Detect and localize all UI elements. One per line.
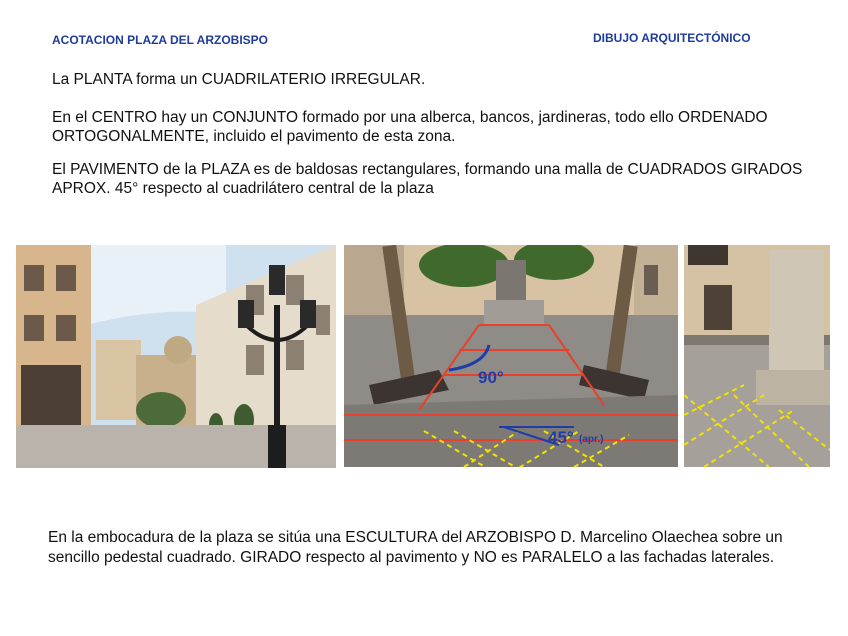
photo-street-view [16,245,336,468]
header-left-title: ACOTACION PLAZA DEL ARZOBISPO [52,33,268,47]
paragraph-pavimento: El PAVIMENTO de la PLAZA es de baldosas rectangulares, formando una malla de CUADRADOS GIRADOS APROX. 45° respecto al cuadrilátero central de la plaza [52,161,803,197]
photo-annotated-plaza-image [344,245,678,467]
angle-45-label: 45° [548,428,574,447]
paragraph-escultura: En la embocadura de la plaza se sitúa una ESCULTURA del ARZOBISPO D. Marcelino Olaechea sobre un sencillo pedestal cuadrado. GIRADO respecto al pavimento y NO es PARALELO a las fachadas laterales. [48,529,783,566]
photo-pedestal [684,245,830,467]
paragraph-planta: La PLANTA forma un CUADRILATERIO IRREGULAR. [52,71,426,88]
paragraph-centro: En el CENTRO hay un CONJUNTO formado por una alberca, bancos, jardineras, todo ello ORDENADO ORTOGONALMENTE, incluido el pavimento de esta zona. [52,109,768,145]
photo-annotated-plaza [344,245,678,467]
photo-street-view-image [16,245,336,468]
header-right-title: DIBUJO ARQUITECTÓNICO [593,31,751,45]
angle-45-note: (apr.) [579,434,604,445]
angle-90-label: 90° [478,368,504,387]
photo-pedestal-image [684,245,830,467]
